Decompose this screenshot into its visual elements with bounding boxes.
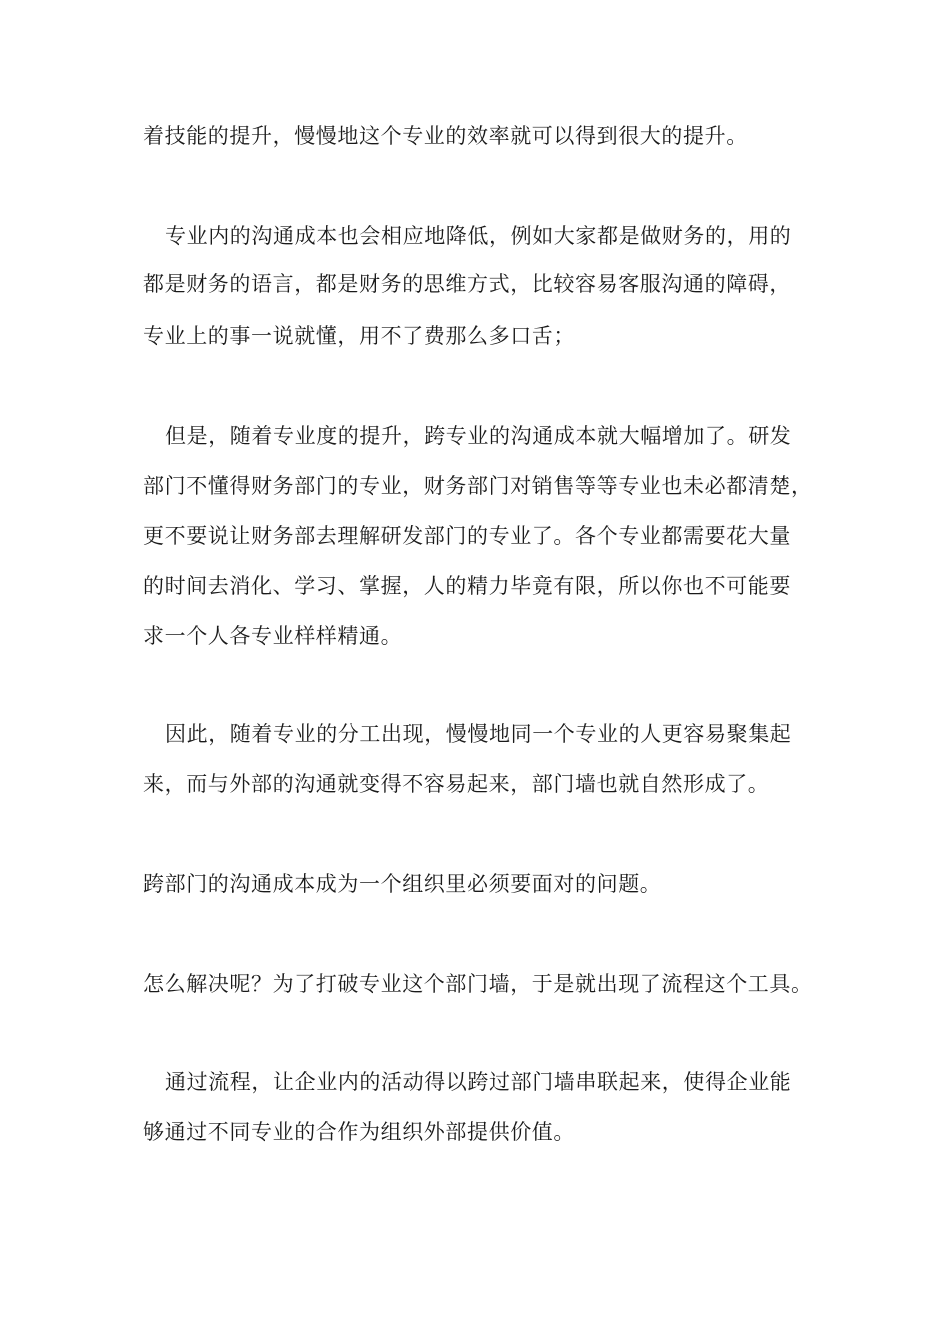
paragraph-3-line-2: 部门不懂得财务部门的专业，财务部门对销售等等专业也未必都清楚，: [143, 474, 813, 498]
paragraph-7-line-2: 够通过不同专业的合作为组织外部提供价值。: [143, 1120, 575, 1144]
paragraph-6-line-1: 怎么解决呢？为了打破专业这个部门墙，于是就出现了流程这个工具。: [143, 972, 813, 996]
paragraph-3-line-1: 但是，随着专业度的提升，跨专业的沟通成本就大幅增加了。研发: [165, 424, 792, 448]
paragraph-7-line-1: 通过流程，让企业内的活动得以跨过部门墙串联起来，使得企业能: [165, 1070, 792, 1094]
paragraph-4-line-2: 来，而与外部的沟通就变得不容易起来，部门墙也就自然形成了。: [143, 772, 770, 796]
paragraph-3-line-4: 的时间去消化、学习、掌握，人的精力毕竟有限，所以你也不可能要: [143, 574, 791, 598]
paragraph-1-line-1: 着技能的提升，慢慢地这个专业的效率就可以得到很大的提升。: [143, 124, 748, 148]
paragraph-2-line-3: 专业上的事一说就懂，用不了费那么多口舌；: [143, 324, 575, 348]
paragraph-3-line-3: 更不要说让财务部去理解研发部门的专业了。各个专业都需要花大量: [143, 524, 791, 548]
paragraph-5-line-1: 跨部门的沟通成本成为一个组织里必须要面对的问题。: [143, 872, 662, 896]
paragraph-2-line-2: 都是财务的语言，都是财务的思维方式，比较容易客服沟通的障碍，: [143, 272, 791, 296]
paragraph-4-line-1: 因此，随着专业的分工出现，慢慢地同一个专业的人更容易聚集起: [165, 722, 792, 746]
paragraph-3-line-5: 求一个人各专业样样精通。: [143, 624, 403, 648]
paragraph-2-line-1: 专业内的沟通成本也会相应地降低，例如大家都是做财务的，用的: [165, 224, 792, 248]
